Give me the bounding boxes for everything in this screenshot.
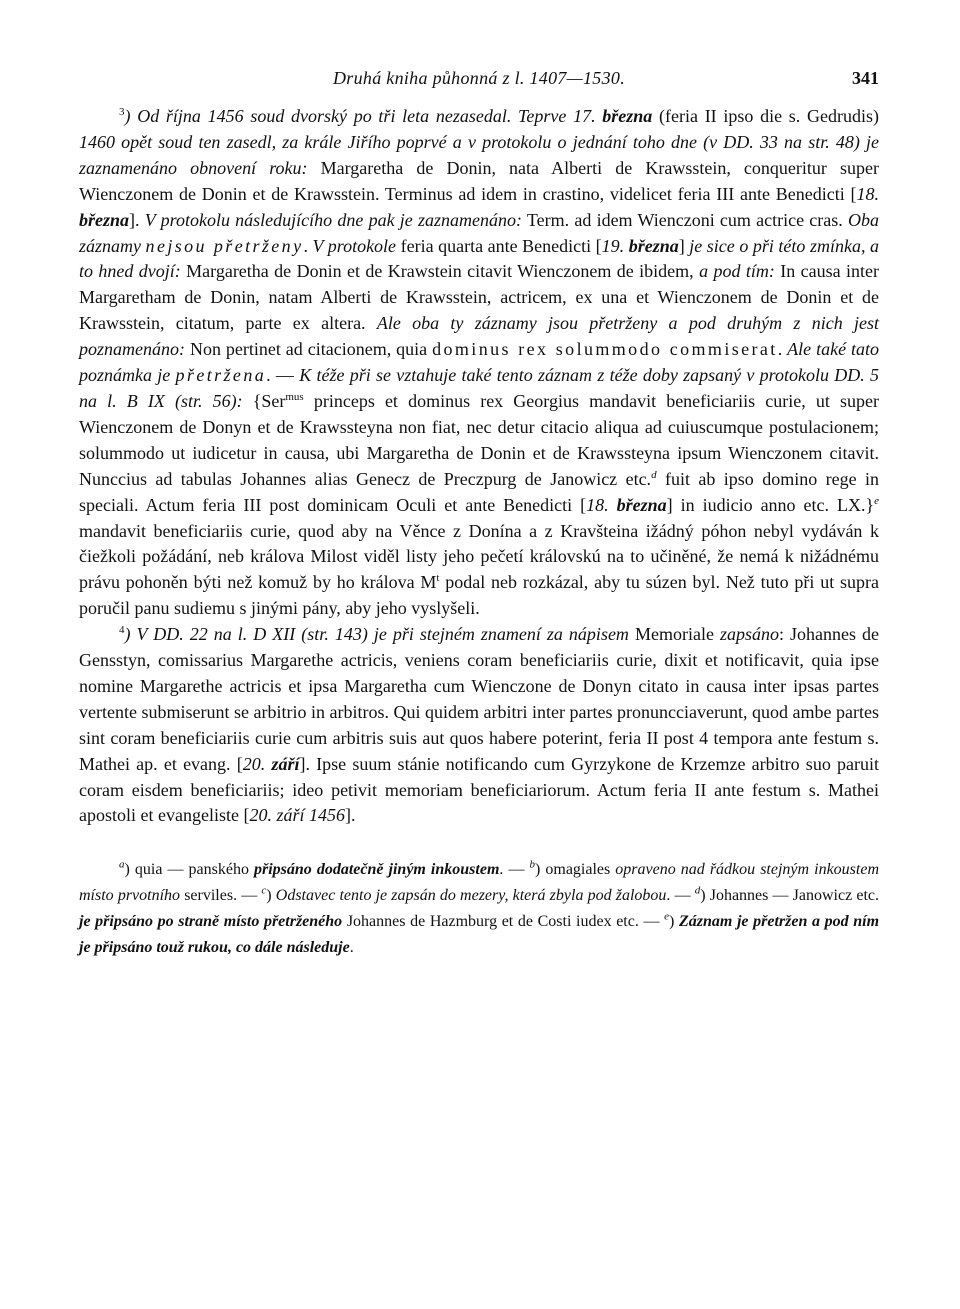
main-text — [79, 104, 879, 829]
footnote-block: $^a$) quia — panského připsáno dodatečně jiným inkoustem. — $^b$) omagiales opraveno nad řádkou stejným inkoustem místo prvotního serviles. — $^c$) Odstavec tento je zapsán do mezery, která zbyla pod žalobou. — $^d$) Johannes — Janowicz etc. je připsáno po straně místo přetrženého Johannes de Hazmburg et de Costi iudex etc. — $^e$) Záznam je přetržen a pod ním je připsáno touž rukou, co dále následuje. — [79, 859, 880, 957]
document-page — [79, 68, 879, 961]
page-number: 341 — [852, 68, 879, 88]
footnote-ref-d: d — [651, 468, 657, 481]
footnotes — [79, 857, 879, 961]
running-header — [79, 68, 879, 104]
running-title: Druhá kniha půhonná z l. 1407—1530. — [332, 68, 625, 88]
note-4-paragraph: $^4$) V DD. 22 na l. D XII (str. 143) je při stejném znamení za nápisem Memoriale zapsáno: Johannes de Gensstyn, comissarius Margarethe actricis, veniens coram beneficiariis curie, dixit et notificavit, quia ipse nomine Margarethe actricis et ipsa Margaretha cum Wienczone de Donyn citato in causa inter ipsas partes vertente submiserunt se arbitrio in arbitros. Qui quidem arbitri inter partes pronuncciaverunt, quod ambe partes sint coram beneficiariis curie cum arbitris suis aut quos habere poterint, feria II post 4 tempora ante festum s. Mathei ap. et evang. [20. září]. Ipse suum stánie notificando cum Gyrzykone de Krzemze arbitro suo paruit coram eisdem beneficiariis; ideo petivit memoriam beneficiariorum. Actum feria II ante festum s. Mathei apostoli et evangeliste [20. září 1456]. — [79, 624, 880, 826]
note-3-paragraph: $^3$) Od října 1456 soud dvorský po tři leta nezasedal. Teprve 17. března (feria II ipso die s. Gedrudis) 1460 opět soud ten zasedl, za krále Jiřího poprvé a v protokolu o jednání toho dne (v DD. 33 na str. 48) je zaznamenáno obnovení roku: Margaretha de Donin, nata Alberti de Krawsstein, conqueritur super Wienczonem de Donin et de Krawsstein. Terminus ad idem in crastino, videlicet feria III ante Benedicti [18. března]. V protokolu následujícího dne pak je zaznamenáno: Term. ad idem Wienczoni cum actrice cras. Oba záznamy nejsou přetrženy. V protokole feria quarta ante Benedicti [19. března] je sice o při této zmínka, a to hned dvojí: Margaretha de Donin et de Krawstein citavit Wienczonem de ibidem, a pod tím: In causa inter Margaretham de Donin, natam Alberti de Krawsstein, actricem, ex una et Wienczonem de Donin et de Krawsstein, citatum, parte ex altera. Ale oba ty záznamy jsou přetrženy a pod druhým z nich jest poznamenáno: Non pertinet ad citacionem, quia dominus rex solummodo commiserat. Ale také tato poznámka je přetržena. — K téže při se vztahuje také tento záznam z téže doby zapsaný v protokolu DD. 5 na l. B IX (str. 56): {Ser$^{mus}$ princeps et dominus rex Georgius mandavit beneficiariis curie, ut super Wienczonem de Donyn et de Krawssteyna non fiat, nec detur citacio aliqua ad cuiuscumque postulacionem; solummodo ut iudicetur in causa, ubi Margaretha de Donin et de Krawssteyna ipsum Wienczonem citavit. Nunccius ad tabulas Johannes alias Genecz de Preczpurg de Janowicz etc.$^d$ fuit ab ipso domino rege in speciali. Actum feria III post dominicam Oculi et ante Benedicti [18. března] in iudicio anno etc. LX.}$^e$ mandavit beneficiariis curie, quod aby na Věnce z Donína a z Kravšteina ižádný póhon nebyl vydáván k čiežkoli požádání, neb králova Milost viděl listy jeho pečetí královskú na to učiněné, že nemá k nižádnému právu pohoněn býti než komuž by ho králova $M^t$ podal neb rozkázal, aby tu súzen byl. Než tuto při ut supra poručil panu sudiemu s jinými pány, aby jeho vyslyšeli. — [79, 106, 880, 619]
note-marker: 4 — [119, 624, 125, 637]
note-marker: 3 — [119, 106, 125, 118]
footnote-ref-e: e — [874, 494, 880, 507]
